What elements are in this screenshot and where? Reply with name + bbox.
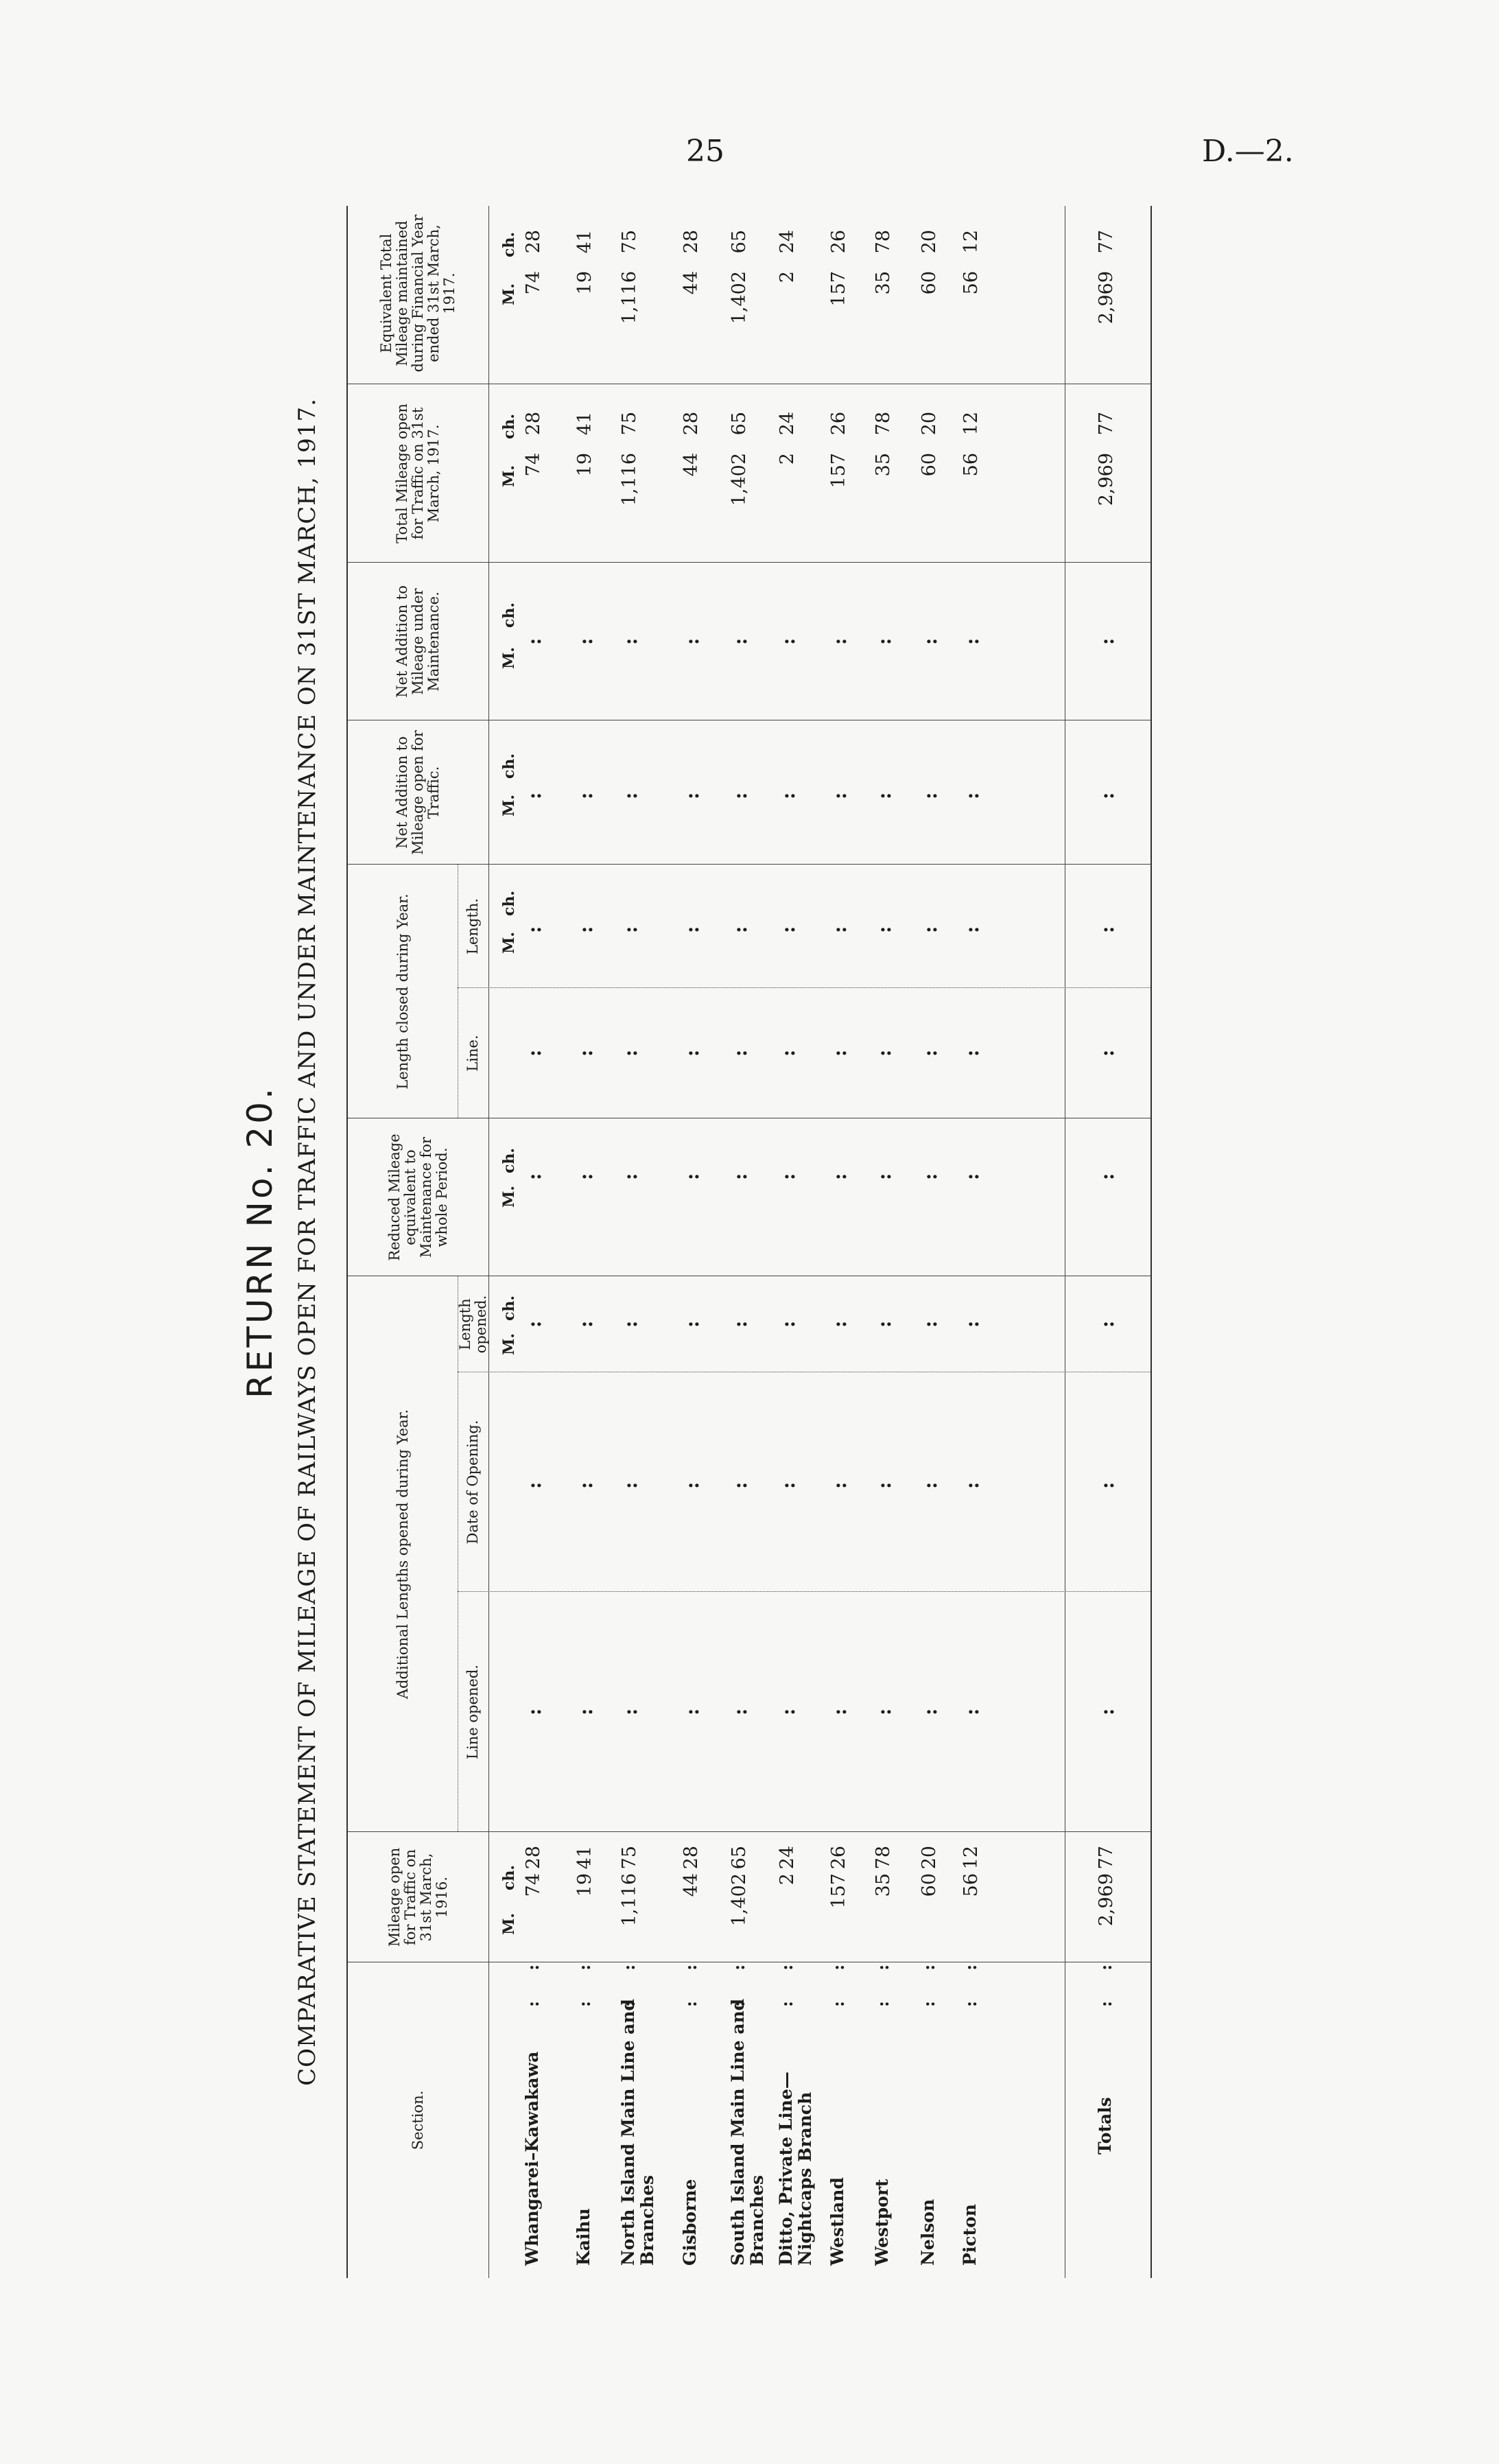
header-line: Line.: [464, 1035, 481, 1072]
header-line-opened: Line opened.: [464, 1665, 481, 1759]
empty-cell-marker: :: [828, 1320, 851, 1328]
empty-cell-marker: :: [873, 792, 895, 799]
empty-cell-marker: :: [729, 1049, 751, 1057]
section-name: Kaihu: [574, 2208, 593, 2266]
empty-cell-marker: :: [729, 637, 751, 645]
empty-cell-marker: :: [960, 1320, 983, 1328]
chains-value: 41: [574, 230, 595, 254]
unit-m: M.: [500, 646, 518, 669]
empty-cell-marker: :: [619, 1481, 641, 1489]
chains-value: 28: [681, 1846, 702, 1870]
empty-cell-marker: :: [960, 1708, 983, 1715]
miles-value: 44: [681, 271, 702, 295]
section-name: Gisborne: [680, 2179, 700, 2266]
empty-cell-marker: :: [1096, 1481, 1118, 1489]
empty-cell-marker: :: [1096, 1708, 1118, 1715]
miles-value: 2: [777, 453, 798, 465]
miles-value: 1,402: [729, 271, 750, 325]
empty-cell-marker: :: [960, 1049, 983, 1057]
header-reduced-mileage: Reduced Mileage equivalent to Maintenance for whole Period.: [386, 1134, 450, 1261]
miles-value: 2,969: [1096, 271, 1117, 325]
header-date-of-opening: Date of Opening.: [464, 1420, 481, 1545]
leader-dots: : :: [523, 1951, 543, 2007]
chains-value: 24: [777, 230, 798, 254]
empty-cell-marker: :: [1096, 1049, 1118, 1057]
col-divider: [458, 1591, 1150, 1592]
empty-cell-marker: :: [574, 1173, 597, 1180]
empty-cell-marker: :: [729, 1481, 751, 1489]
unit-ch: ch.: [500, 890, 518, 916]
leader-dots: : :: [919, 1951, 939, 2007]
unit-ch: ch.: [500, 1147, 518, 1173]
empty-cell-marker: :: [574, 1049, 597, 1057]
empty-cell-marker: :: [828, 792, 851, 799]
col-divider: [348, 562, 1150, 563]
empty-cell-marker: :: [960, 792, 983, 799]
leader-dots: : :: [681, 1951, 700, 2007]
document-reference: D.—2.: [1202, 134, 1294, 169]
empty-cell-marker: :: [777, 1481, 799, 1489]
miles-value: 56: [960, 453, 982, 477]
empty-cell-marker: :: [873, 1173, 895, 1180]
section-name: Whangarei–Kawakawa: [522, 2051, 542, 2266]
header-equivalent: Equivalent Total Mileage maintained during Financial Year ended 31st March, 1917.: [378, 214, 458, 373]
miles-value: 60: [919, 271, 940, 295]
chains-value: 65: [729, 1846, 750, 1870]
chains-value: 28: [523, 412, 544, 436]
empty-cell-marker: :: [828, 1708, 851, 1715]
unit-ch: ch.: [500, 753, 518, 779]
miles-value: 60: [919, 453, 940, 477]
miles-value: 44: [681, 1873, 702, 1897]
empty-cell-marker: :: [919, 1320, 941, 1328]
empty-cell-marker: :: [619, 1320, 641, 1328]
col-divider: [458, 987, 1150, 988]
header-bottom-rule: [488, 206, 489, 2278]
chains-value: 78: [873, 230, 894, 254]
miles-value: 157: [828, 453, 849, 489]
empty-cell-marker: :: [828, 1049, 851, 1057]
header-section: Section.: [410, 2090, 426, 2150]
empty-cell-marker: :: [828, 1481, 851, 1489]
empty-cell-marker: :: [681, 1320, 703, 1328]
empty-cell-marker: :: [777, 926, 799, 933]
empty-cell-marker: :: [828, 1173, 851, 1180]
miles-value: 1,402: [729, 1873, 750, 1927]
empty-cell-marker: :: [919, 1049, 941, 1057]
header-net-maintenance: Net Addition to Mileage under Maintenance.: [394, 585, 442, 698]
miles-value: 1,402: [729, 453, 750, 506]
section-name: Nelson: [918, 2198, 938, 2266]
miles-value: 60: [919, 1873, 940, 1897]
unit-ch: ch.: [500, 231, 518, 257]
empty-cell-marker: :: [873, 1708, 895, 1715]
leader-dots: : :: [619, 1951, 639, 2007]
chains-value: 12: [960, 412, 982, 436]
empty-cell-marker: :: [828, 926, 851, 933]
totals-label: Totals: [1095, 2097, 1115, 2155]
empty-cell-marker: :: [681, 792, 703, 799]
unit-ch: ch.: [500, 413, 518, 439]
header-closed-group: Length closed during Year.: [394, 893, 411, 1090]
empty-cell-marker: :: [523, 1173, 545, 1180]
chains-value: 77: [1096, 1846, 1117, 1870]
empty-cell-marker: :: [574, 926, 597, 933]
section-name: Westport: [872, 2179, 892, 2266]
chains-value: 26: [828, 412, 849, 436]
empty-cell-marker: :: [619, 637, 641, 645]
unit-m: M.: [500, 1912, 518, 1935]
empty-cell-marker: :: [960, 637, 983, 645]
header-additional-group: Additional Lengths opened during Year.: [394, 1409, 411, 1700]
miles-value: 56: [960, 271, 982, 295]
empty-cell-marker: :: [729, 1173, 751, 1180]
empty-cell-marker: :: [619, 926, 641, 933]
leader-dots: : :: [1096, 1951, 1116, 2007]
leader-dots: : :: [729, 1951, 748, 2007]
miles-value: 35: [873, 271, 894, 295]
empty-cell-marker: :: [873, 1320, 895, 1328]
empty-cell-marker: :: [777, 1708, 799, 1715]
empty-cell-marker: :: [873, 637, 895, 645]
empty-cell-marker: :: [873, 1481, 895, 1489]
empty-cell-marker: :: [919, 637, 941, 645]
empty-cell-marker: :: [619, 792, 641, 799]
chains-value: 41: [574, 412, 595, 436]
header-length-opened: Length opened.: [456, 1295, 489, 1354]
miles-value: 74: [523, 453, 544, 477]
header-total-1917: Total Mileage open for Traffic on 31st March, 1917.: [394, 403, 442, 543]
statement-subtitle: COMPARATIVE STATEMENT OF MILEAGE OF RAILWAYS OPEN FOR TRAFFIC AND UNDER MAINTENANCE ON 31ST MARCH, 1917.: [294, 398, 321, 2086]
empty-cell-marker: :: [574, 637, 597, 645]
miles-value: 2,969: [1096, 453, 1117, 506]
miles-value: 35: [873, 1873, 894, 1897]
chains-value: 28: [523, 1846, 544, 1870]
unit-m: M.: [500, 1333, 518, 1355]
chains-value: 24: [777, 412, 798, 436]
miles-value: 19: [574, 1873, 595, 1897]
empty-cell-marker: :: [523, 1481, 545, 1489]
miles-value: 157: [828, 1873, 849, 1909]
empty-cell-marker: :: [777, 1049, 799, 1057]
miles-value: 35: [873, 453, 894, 477]
empty-cell-marker: :: [919, 1173, 941, 1180]
chains-value: 41: [574, 1846, 595, 1870]
empty-cell-marker: :: [919, 1708, 941, 1715]
empty-cell-marker: :: [828, 637, 851, 645]
empty-cell-marker: :: [681, 637, 703, 645]
section-name: Ditto, Private Line—Nightcaps Branch: [776, 2072, 815, 2266]
miles-value: 1,116: [619, 1873, 640, 1927]
miles-value: 19: [574, 453, 595, 477]
chains-value: 28: [681, 412, 702, 436]
empty-cell-marker: :: [919, 926, 941, 933]
empty-cell-marker: :: [681, 1708, 703, 1715]
chains-value: 12: [960, 1846, 982, 1870]
miles-value: 19: [574, 271, 595, 295]
empty-cell-marker: :: [1096, 1320, 1118, 1328]
unit-m: M.: [500, 465, 518, 487]
chains-value: 24: [777, 1846, 798, 1870]
empty-cell-marker: :: [523, 1320, 545, 1328]
empty-cell-marker: :: [873, 926, 895, 933]
empty-cell-marker: :: [574, 1708, 597, 1715]
chains-value: 12: [960, 230, 982, 254]
chains-value: 78: [873, 1846, 894, 1870]
empty-cell-marker: :: [729, 792, 751, 799]
unit-ch: ch.: [500, 1295, 518, 1321]
miles-value: 74: [523, 271, 544, 295]
empty-cell-marker: :: [1096, 792, 1118, 799]
miles-value: 74: [523, 1873, 544, 1897]
empty-cell-marker: :: [919, 792, 941, 799]
unit-m: M.: [500, 931, 518, 954]
header-net-traffic: Net Addition to Mileage open for Traffic.: [394, 730, 442, 855]
empty-cell-marker: :: [960, 1173, 983, 1180]
unit-m: M.: [500, 794, 518, 817]
chains-value: 78: [873, 412, 894, 436]
empty-cell-marker: :: [729, 1320, 751, 1328]
empty-cell-marker: :: [681, 1049, 703, 1057]
miles-value: 1,116: [619, 271, 640, 325]
empty-cell-marker: :: [777, 792, 799, 799]
leader-dots: : :: [828, 1951, 848, 2007]
leader-dots: : :: [777, 1951, 796, 2007]
empty-cell-marker: :: [619, 1708, 641, 1715]
header-length: Length.: [464, 898, 481, 954]
empty-cell-marker: :: [729, 926, 751, 933]
empty-cell-marker: :: [619, 1173, 641, 1180]
miles-value: 44: [681, 453, 702, 477]
chains-value: 20: [919, 230, 940, 254]
page-number: 25: [686, 134, 724, 169]
unit-ch: ch.: [500, 1864, 518, 1890]
empty-cell-marker: :: [1096, 1173, 1118, 1180]
leader-dots: : :: [873, 1951, 893, 2007]
chains-value: 20: [919, 1846, 940, 1870]
unit-m: M.: [500, 283, 518, 305]
unit-m: M.: [500, 1185, 518, 1208]
chains-value: 26: [828, 230, 849, 254]
chains-value: 75: [619, 230, 640, 254]
empty-cell-marker: :: [960, 926, 983, 933]
return-title: RETURN No. 20.: [240, 1086, 280, 1398]
chains-value: 75: [619, 412, 640, 436]
chains-value: 77: [1096, 412, 1117, 436]
chains-value: 65: [729, 412, 750, 436]
empty-cell-marker: :: [574, 1481, 597, 1489]
chains-value: 28: [681, 230, 702, 254]
section-name: North Island Main Line and Branches: [618, 1999, 657, 2266]
empty-cell-marker: :: [777, 1173, 799, 1180]
empty-cell-marker: :: [574, 1320, 597, 1328]
empty-cell-marker: :: [777, 1320, 799, 1328]
empty-cell-marker: :: [523, 637, 545, 645]
empty-cell-marker: :: [523, 1049, 545, 1057]
empty-cell-marker: :: [681, 1173, 703, 1180]
miles-value: 2,969: [1096, 1873, 1117, 1927]
landscape-content: [240, 206, 1153, 2278]
empty-cell-marker: :: [619, 1049, 641, 1057]
empty-cell-marker: :: [523, 926, 545, 933]
section-name: Picton: [960, 2204, 980, 2266]
empty-cell-marker: :: [729, 1708, 751, 1715]
chains-value: 75: [619, 1846, 640, 1870]
mileage-table: [346, 206, 1152, 2278]
chains-value: 26: [828, 1846, 849, 1870]
section-name: Westland: [827, 2177, 847, 2266]
chains-value: 65: [729, 230, 750, 254]
empty-cell-marker: :: [523, 792, 545, 799]
miles-value: 1,116: [619, 453, 640, 506]
miles-value: 56: [960, 1873, 982, 1897]
empty-cell-marker: :: [919, 1481, 941, 1489]
chains-value: 20: [919, 412, 940, 436]
unit-ch: ch.: [500, 602, 518, 628]
leader-dots: : :: [574, 1951, 594, 2007]
empty-cell-marker: :: [574, 792, 597, 799]
chains-value: 77: [1096, 230, 1117, 254]
empty-cell-marker: :: [1096, 926, 1118, 933]
empty-cell-marker: :: [873, 1049, 895, 1057]
chains-value: 28: [523, 230, 544, 254]
leader-dots: : :: [960, 1951, 980, 2007]
miles-value: 2: [777, 1873, 798, 1886]
empty-cell-marker: :: [681, 926, 703, 933]
section-name: South Island Main Line and Branches: [728, 1998, 767, 2266]
empty-cell-marker: :: [960, 1481, 983, 1489]
empty-cell-marker: :: [523, 1708, 545, 1715]
miles-value: 157: [828, 271, 849, 307]
empty-cell-marker: :: [777, 637, 799, 645]
miles-value: 2: [777, 271, 798, 283]
empty-cell-marker: :: [681, 1481, 703, 1489]
empty-cell-marker: :: [1096, 637, 1118, 645]
header-mileage-1916: Mileage open for Traffic on 31st March, 1916.: [386, 1847, 450, 1947]
